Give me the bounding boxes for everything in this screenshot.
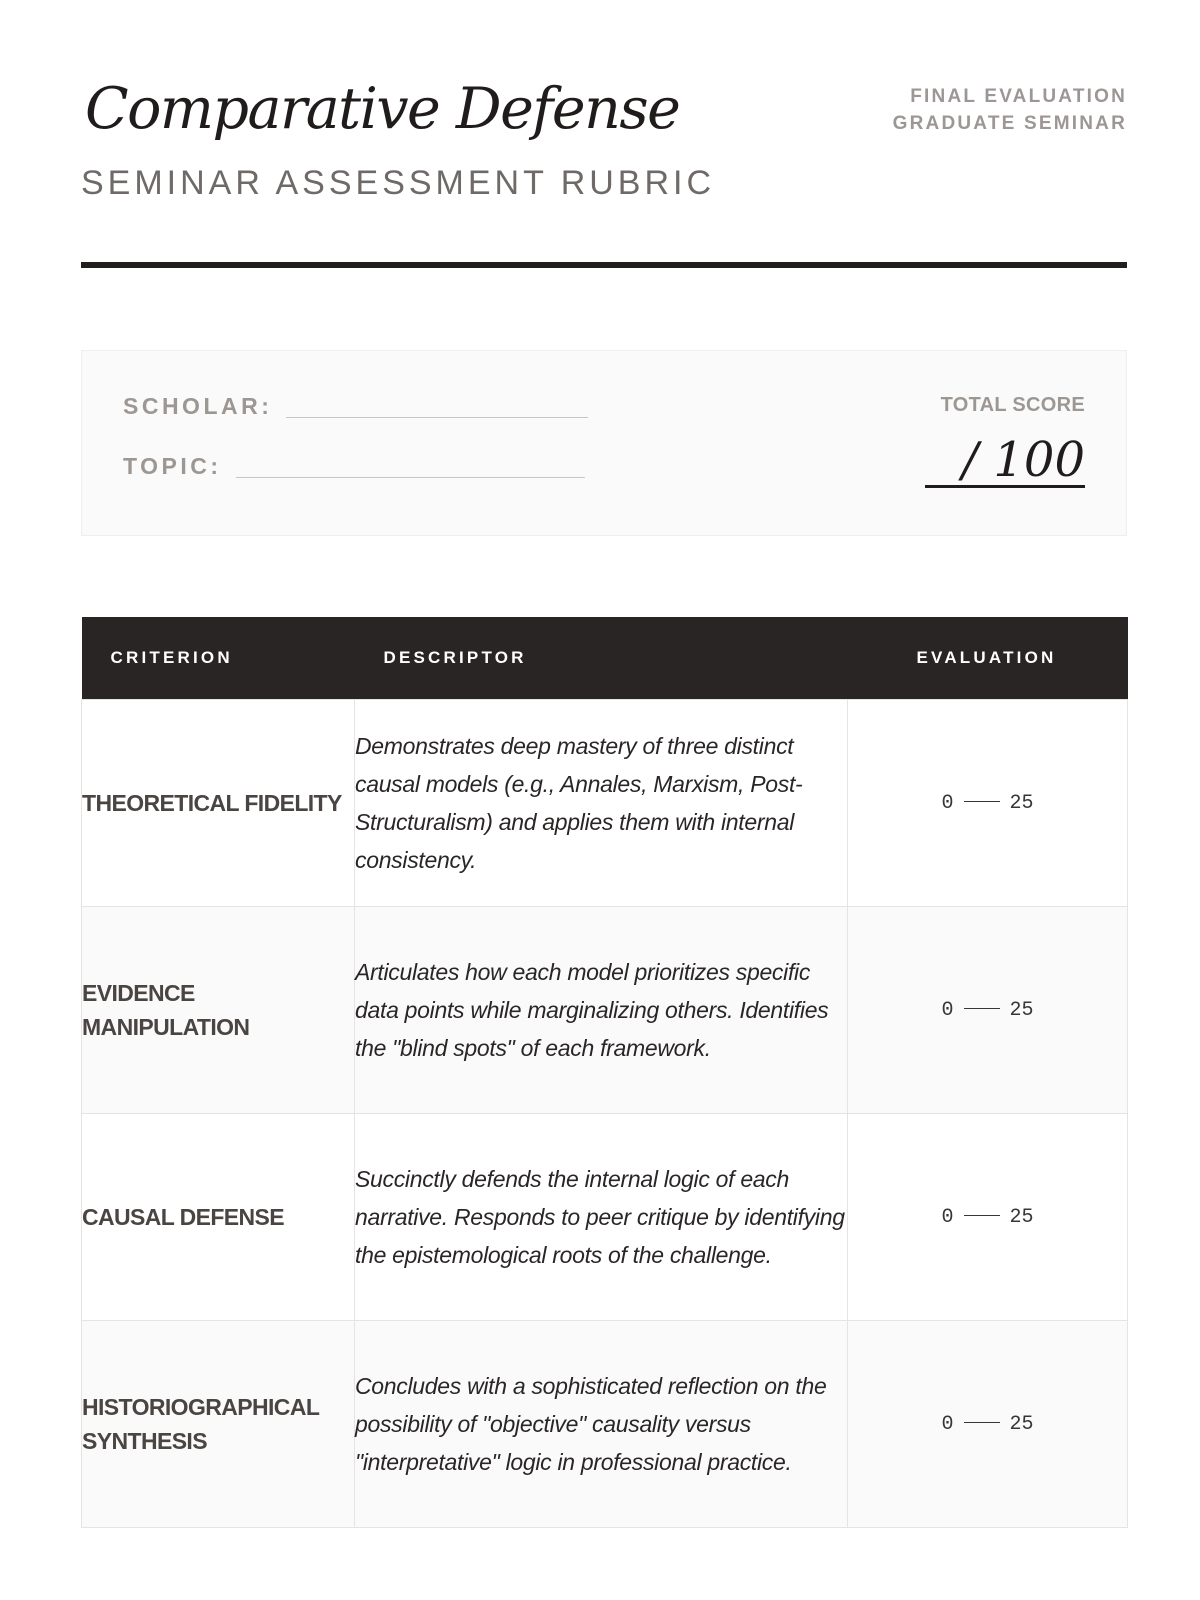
eval-range-dash — [964, 1215, 1000, 1216]
header-evaluation: EVALUATION — [848, 617, 1128, 700]
eval-max: 25 — [1009, 791, 1034, 815]
evaluation-cell[interactable] — [848, 700, 1128, 907]
header-divider — [81, 262, 1127, 268]
eval-range-dash — [964, 1008, 1000, 1009]
eval-max: 25 — [1009, 1412, 1034, 1436]
rubric-table — [81, 617, 1128, 1528]
criterion-cell: CAUSAL DEFENSE — [82, 1114, 355, 1321]
descriptor-cell: Succinctly defends the internal logic of each narrative. Responds to peer critique by identifying the epistemological roots of the challenge. — [355, 1114, 848, 1321]
descriptor-cell: Concludes with a sophisticated reflection on the possibility of "objective" causality versus "interpretative" logic in professional practice. — [355, 1321, 848, 1528]
eval-max: 25 — [1009, 998, 1034, 1022]
evaluation-cell[interactable] — [848, 1114, 1128, 1321]
eval-max: 25 — [1009, 1205, 1034, 1229]
eval-min: 0 — [941, 791, 954, 815]
eval-range-dash — [964, 801, 1000, 802]
meta-final-evaluation: FINAL EVALUATION — [910, 86, 1127, 107]
meta-graduate-seminar: GRADUATE SEMINAR — [892, 113, 1127, 134]
table-row — [82, 700, 1128, 907]
evaluation-cell[interactable] — [848, 1321, 1128, 1528]
rubric-page — [81, 0, 1127, 1475]
criterion-cell: EVIDENCE MANIPULATION — [82, 907, 355, 1114]
scholar-label: SCHOLAR: — [123, 393, 273, 419]
criterion-cell: THEORETICAL FIDELITY — [82, 700, 355, 907]
criterion-cell: HISTORIOGRAPHICAL SYNTHESIS — [82, 1321, 355, 1528]
page-subtitle: SEMINAR ASSESSMENT RUBRIC — [81, 164, 716, 202]
evaluation-cell[interactable] — [848, 907, 1128, 1114]
descriptor-cell: Demonstrates deep mastery of three distinct causal models (e.g., Annales, Marxism, Post-Structuralism) and applies them with internal consistency. — [355, 700, 848, 907]
header-meta — [893, 83, 1127, 137]
eval-min: 0 — [941, 1205, 954, 1229]
descriptor-cell: Articulates how each model prioritizes specific data points while marginalizing others. Identifies the "blind spots" of each framework. — [355, 907, 848, 1114]
topic-field — [123, 455, 585, 478]
scholar-input-line[interactable] — [286, 417, 588, 418]
table-row — [82, 1321, 1128, 1528]
page-header — [81, 0, 1127, 268]
info-card — [81, 350, 1127, 536]
header-criterion: CRITERION — [82, 617, 355, 700]
scholar-field — [123, 395, 588, 418]
topic-input-line[interactable] — [236, 477, 585, 478]
page-title: Comparative Defense — [85, 76, 680, 142]
table-header-row — [82, 617, 1128, 700]
total-score-label: TOTAL SCORE — [940, 394, 1085, 416]
total-score-value[interactable]: / 100 — [925, 435, 1085, 488]
topic-label: TOPIC: — [123, 453, 222, 479]
table-row — [82, 1114, 1128, 1321]
header-descriptor: DESCRIPTOR — [355, 617, 848, 700]
eval-min: 0 — [941, 1412, 954, 1436]
eval-min: 0 — [941, 998, 954, 1022]
eval-range-dash — [964, 1422, 1000, 1423]
table-row — [82, 907, 1128, 1114]
